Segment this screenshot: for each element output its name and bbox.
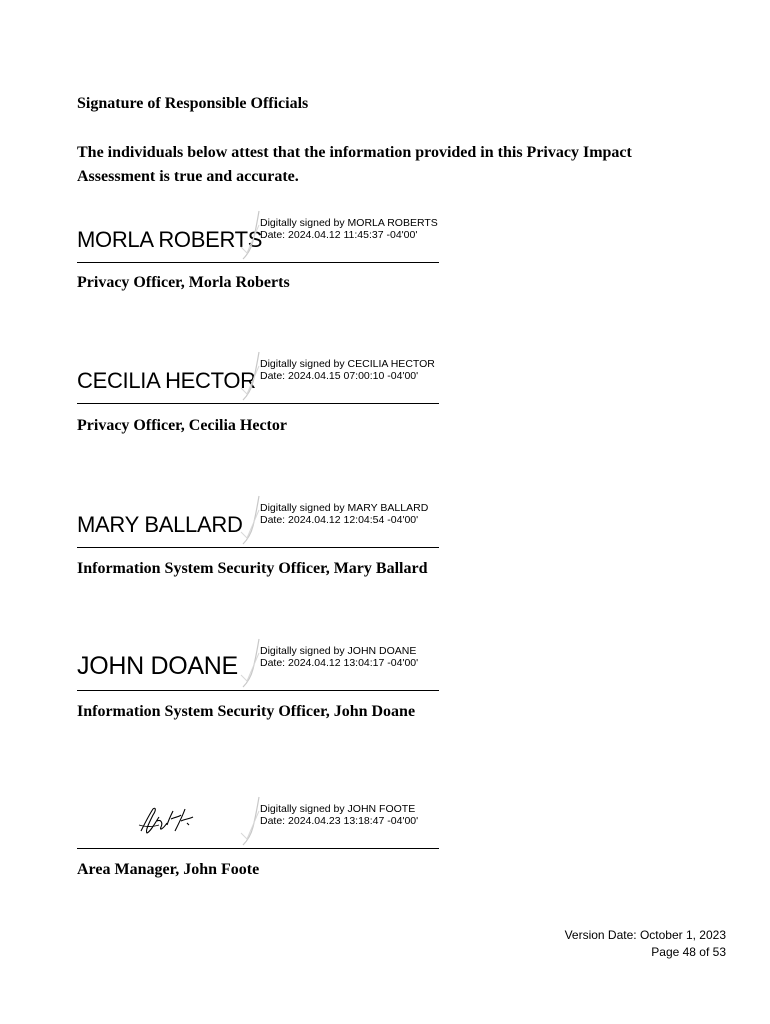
signature-details xyxy=(260,358,435,382)
section-heading: Signature of Responsible Officials xyxy=(77,95,309,112)
signature-block[interactable] xyxy=(77,344,439,404)
signed-by-text: Digitally signed by MARY BALLARD xyxy=(260,502,429,514)
signature-block[interactable] xyxy=(77,203,439,263)
signer-title: Area Manager, John Foote xyxy=(77,861,260,878)
signed-by-text: Digitally signed by JOHN FOOTE xyxy=(260,803,416,815)
signer-name: CECILIA HECTOR xyxy=(77,368,256,393)
signer-title: Privacy Officer, Cecilia Hector xyxy=(77,417,287,434)
signed-by-text: Digitally signed by MORLA ROBERTS xyxy=(260,217,438,229)
page-number: Page 48 of 53 xyxy=(651,945,726,959)
signer-name: MORLA ROBERTS xyxy=(77,227,263,252)
signature-line xyxy=(77,848,439,849)
signed-date-text: Date: 2024.04.23 13:18:47 -04'00' xyxy=(260,815,419,827)
signed-date-text: Date: 2024.04.12 11:45:37 -04'00' xyxy=(260,229,418,241)
page-footer xyxy=(565,927,726,961)
signer-title: Privacy Officer, Morla Roberts xyxy=(77,274,290,291)
signature-details xyxy=(260,803,418,827)
signer-name: JOHN DOANE xyxy=(77,652,238,680)
signer-title: Information System Security Officer, Mary Ballard xyxy=(77,560,428,577)
handwritten-signature xyxy=(135,801,199,837)
signature-line xyxy=(77,262,439,263)
signature-details xyxy=(260,502,428,526)
signature-block[interactable] xyxy=(77,789,439,849)
signed-date-text: Date: 2024.04.12 12:04:54 -04'00' xyxy=(260,514,419,526)
version-date: Version Date: October 1, 2023 xyxy=(564,928,726,942)
signature-block[interactable] xyxy=(77,488,439,548)
signature-details xyxy=(260,217,438,241)
signed-by-text: Digitally signed by CECILIA HECTOR xyxy=(260,358,435,370)
signer-name: MARY BALLARD xyxy=(77,512,243,537)
attestation-text: The individuals below attest that the information provided in this Privacy Impact Assessment is true and accurate. xyxy=(77,144,632,185)
signer-title: Information System Security Officer, John Doane xyxy=(77,703,416,720)
signed-date-text: Date: 2024.04.15 07:00:10 -04'00' xyxy=(260,370,419,382)
signed-by-text: Digitally signed by JOHN DOANE xyxy=(260,645,417,657)
signature-block[interactable] xyxy=(77,631,439,691)
signed-date-text: Date: 2024.04.12 13:04:17 -04'00' xyxy=(260,657,419,669)
signature-details xyxy=(260,645,418,669)
signature-line xyxy=(77,690,439,691)
signature-line xyxy=(77,547,439,548)
signature-line xyxy=(77,403,439,404)
